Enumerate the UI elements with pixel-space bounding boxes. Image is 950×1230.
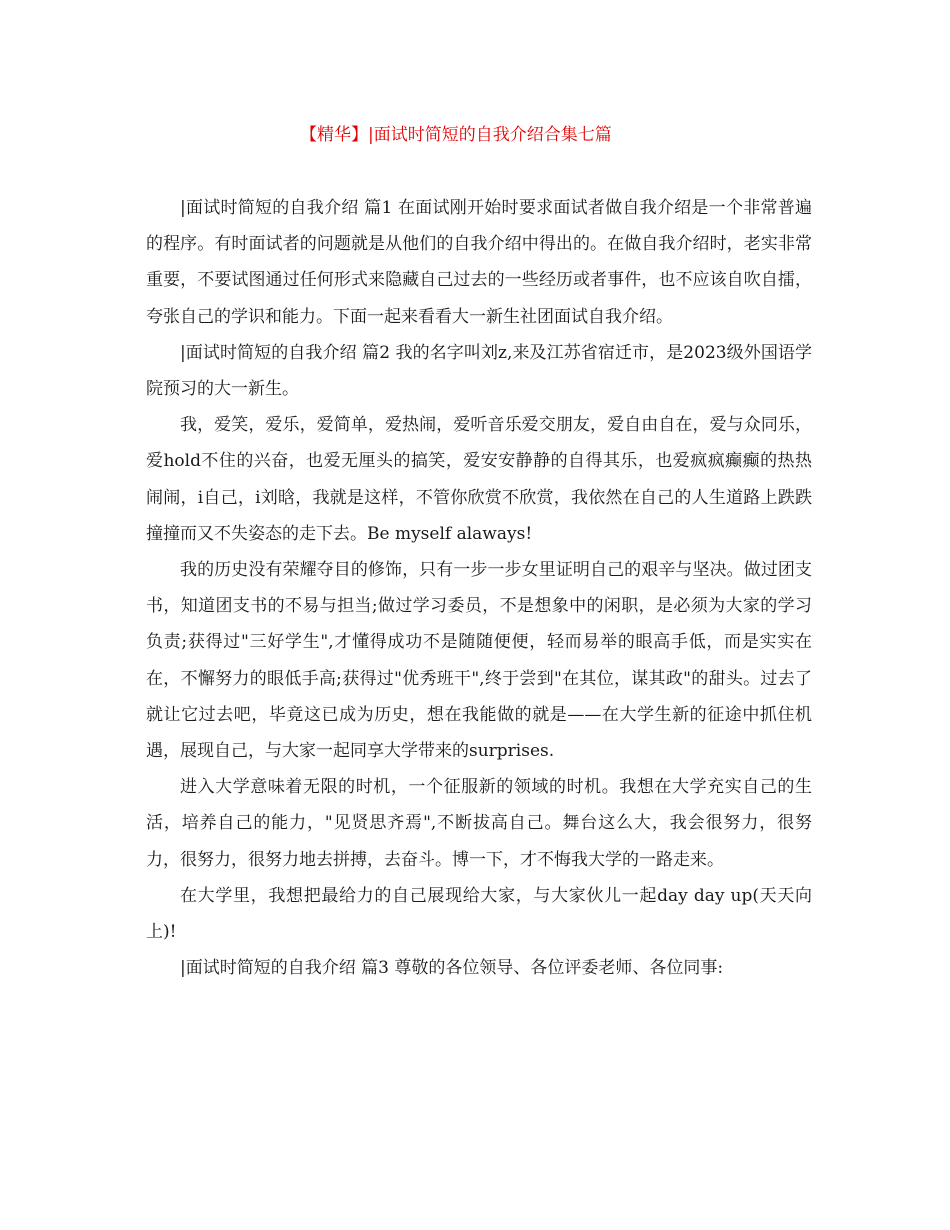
paragraph-4: 我的历史没有荣耀夺目的修饰，只有一步一步女里证明自己的艰辛与坚决。做过团支书，知道团支书的不易与担当;做过学习委员，不是想象中的闲职，是必须为大家的学习负责;获得过"三好学生",才懂得成功不是随随便便，轻而易举的眼高手低，而是实实在在，不懈努力的眼低手高;获得过"优秀班干",终于尝到"在其位，谋其政"的甜头。过去了就让它过去吧，毕竟这已成为历史，想在我能做的就是——在大学生新的征途中抓住机遇，展现自己，与大家一起同享大学带来的surprises. <box>146 560 812 762</box>
paragraph-2: |面试时简短的自我介绍 篇2 我的名字叫刘z,来及江苏省宿迁市，是2023级外国语学院预习的大一新生。 <box>146 342 812 400</box>
paragraph-1: |面试时简短的自我介绍 篇1 在面试刚开始时要求面试者做自我介绍是一个非常普遍的程序。有时面试者的问题就是从他们的自我介绍中得出的。在做自我介绍时，老实非常重要，不要试图通过任何形式来隐藏自己过去的一些经历或者事件，也不应该自吹自擂，夸张自己的学识和能力。下面一起来看看大一新生社团面试自我介绍。 <box>146 198 812 327</box>
paragraph-5: 进入大学意味着无限的时机，一个征服新的领域的时机。我想在大学充实自己的生活，培养自己的能力，"见贤思齐焉",不断拔高自己。舞台这么大，我会很努力，很努力，很努力，很努力地去拼搏，去奋斗。博一下，才不悔我大学的一路走来。 <box>146 777 812 870</box>
paragraph-6: 在大学里，我想把最给力的自己展现给大家，与大家伙儿一起day day up(天天向上)! <box>146 885 812 943</box>
document-title: 【精华】|面试时简短的自我介绍合集七篇 <box>300 125 612 145</box>
paragraph-7: |面试时简短的自我介绍 篇3 尊敬的各位领导、各位评委老师、各位同事: <box>180 958 724 979</box>
document-body <box>146 190 812 986</box>
paragraph-3: 我，爱笑，爱乐，爱简单，爱热闹，爱听音乐爱交朋友，爱自由自在，爱与众同乐，爱hold不住的兴奋，也爱无厘头的搞笑，爱安安静静的自得其乐，也爱疯疯癫癫的热热闹闹，i自己，i刘晗，我就是这样，不管你欣赏不欣赏，我依然在自己的人生道路上跌跌撞撞而又不失姿态的走下去。Be myself alaways! <box>146 415 812 544</box>
